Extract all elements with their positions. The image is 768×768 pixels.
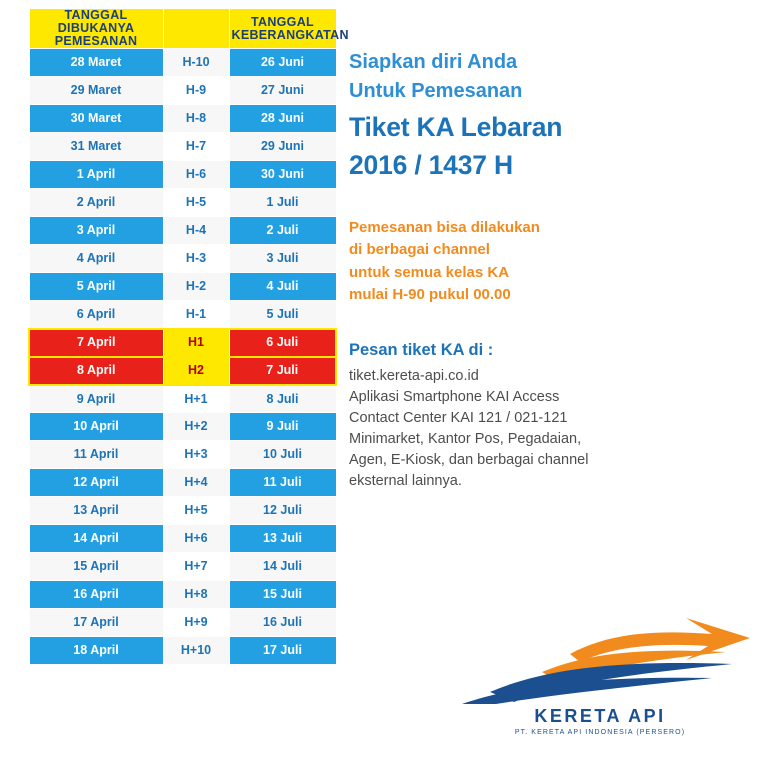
cell-open-date: 12 April <box>29 469 163 497</box>
headline-line-2: Untuk Pemesanan <box>349 80 523 102</box>
table-header <box>29 8 349 49</box>
table-row <box>29 525 336 553</box>
header-open-date <box>29 9 163 49</box>
cell-open-date: 9 April <box>29 385 163 413</box>
cell-open-date: 13 April <box>29 497 163 525</box>
orange-note <box>349 217 746 307</box>
cell-open-date: 14 April <box>29 525 163 553</box>
table-row <box>29 469 336 497</box>
table-body <box>29 49 336 665</box>
cell-departure-date: 28 Juni <box>229 105 336 133</box>
order-channel-list <box>349 366 746 492</box>
cell-open-date: 3 April <box>29 217 163 245</box>
table-row <box>29 609 336 637</box>
cell-departure-date: 15 Juli <box>229 581 336 609</box>
order-channel-item: Aplikasi Smartphone KAI Access <box>349 388 560 405</box>
order-channel-website[interactable]: tiket.kereta-api.co.id <box>349 367 479 384</box>
cell-open-date: 1 April <box>29 161 163 189</box>
cell-departure-date: 6 Juli <box>229 329 336 357</box>
table-row <box>29 301 336 329</box>
table-row <box>29 245 336 273</box>
cell-departure-date: 3 Juli <box>229 245 336 273</box>
cell-open-date: 18 April <box>29 637 163 665</box>
cell-h-code: H+6 <box>163 525 229 553</box>
right-panel <box>335 0 768 768</box>
cell-h-code: H-5 <box>163 189 229 217</box>
orange-note-line-4: mulai H-90 pukul 00.00 <box>349 286 511 304</box>
header-departure-date <box>229 9 349 49</box>
cell-open-date: 30 Maret <box>29 105 163 133</box>
cell-departure-date: 9 Juli <box>229 413 336 441</box>
cell-h-code: H2 <box>163 357 229 385</box>
cell-open-date: 4 April <box>29 245 163 273</box>
headline-big-2: 2016 / 1437 H <box>349 150 513 181</box>
cell-h-code: H+2 <box>163 413 229 441</box>
cell-departure-date: 13 Juli <box>229 525 336 553</box>
cell-h-code: H+9 <box>163 609 229 637</box>
cell-h-code: H-3 <box>163 245 229 273</box>
cell-departure-date: 17 Juli <box>229 637 336 665</box>
logo-mark-icon <box>450 616 750 704</box>
table-row <box>29 441 336 469</box>
header-open-date-l1: TANGGAL DIBUKANYA PEMESANAN <box>54 8 138 49</box>
orange-note-line-3: untuk semua kelas KA <box>349 263 510 281</box>
order-channel-item: Contact Center KAI 121 / 021-121 <box>349 409 568 426</box>
cell-h-code: H+1 <box>163 385 229 413</box>
headline-line-1: Siapkan diri Anda <box>349 51 518 73</box>
cell-h-code: H-2 <box>163 273 229 301</box>
cell-h-code: H-8 <box>163 105 229 133</box>
cell-departure-date: 2 Juli <box>229 217 336 245</box>
cell-departure-date: 8 Juli <box>229 385 336 413</box>
table-row <box>29 553 336 581</box>
cell-departure-date: 14 Juli <box>229 553 336 581</box>
cell-h-code: H+3 <box>163 441 229 469</box>
order-channel-item: Agen, E-Kiosk, dan berbagai channel <box>349 451 589 468</box>
table-row <box>29 273 336 301</box>
cell-open-date: 10 April <box>29 413 163 441</box>
cell-departure-date: 10 Juli <box>229 441 336 469</box>
logo-name: KERETA API <box>534 706 666 726</box>
cell-h-code: H+5 <box>163 497 229 525</box>
order-channel-item: eksternal lainnya. <box>349 472 462 489</box>
headline-big-1: Tiket KA Lebaran <box>349 112 563 142</box>
table-row <box>29 161 336 189</box>
cell-departure-date: 7 Juli <box>229 357 336 385</box>
cell-open-date: 7 April <box>29 329 163 357</box>
cell-departure-date: 26 Juni <box>229 49 336 77</box>
table-row <box>29 581 336 609</box>
table-row <box>29 77 336 105</box>
logo-text-block <box>450 706 750 736</box>
cell-open-date: 11 April <box>29 441 163 469</box>
orange-note-line-2: di berbagai channel <box>349 241 490 259</box>
cell-open-date: 16 April <box>29 581 163 609</box>
cell-open-date: 15 April <box>29 553 163 581</box>
header-h-code <box>163 9 229 49</box>
table-row <box>29 497 336 525</box>
orange-note-line-1: Pemesanan bisa dilakukan <box>349 218 540 236</box>
cell-departure-date: 27 Juni <box>229 77 336 105</box>
cell-departure-date: 4 Juli <box>229 273 336 301</box>
cell-departure-date: 16 Juli <box>229 609 336 637</box>
table-row <box>29 357 336 385</box>
order-channel-item: Minimarket, Kantor Pos, Pegadaian, <box>349 430 582 447</box>
table-row <box>29 217 336 245</box>
table-row <box>29 105 336 133</box>
cell-departure-date: 5 Juli <box>229 301 336 329</box>
logo-subtitle: PT. KERETA API INDONESIA (PERSERO) <box>514 729 686 736</box>
schedule-table <box>28 8 349 665</box>
table-row <box>29 637 336 665</box>
cell-h-code: H-7 <box>163 133 229 161</box>
cell-open-date: 8 April <box>29 357 163 385</box>
cell-h-code: H1 <box>163 329 229 357</box>
cell-h-code: H-1 <box>163 301 229 329</box>
cell-departure-date: 11 Juli <box>229 469 336 497</box>
cell-departure-date: 12 Juli <box>229 497 336 525</box>
table-row <box>29 133 336 161</box>
cell-h-code: H+7 <box>163 553 229 581</box>
cell-open-date: 6 April <box>29 301 163 329</box>
order-title: Pesan tiket KA di : <box>349 340 494 359</box>
cell-departure-date: 30 Juni <box>229 161 336 189</box>
cell-open-date: 29 Maret <box>29 77 163 105</box>
kereta-api-logo <box>450 616 750 736</box>
cell-open-date: 17 April <box>29 609 163 637</box>
cell-h-code: H+10 <box>163 637 229 665</box>
cell-open-date: 31 Maret <box>29 133 163 161</box>
schedule-table-container <box>0 0 349 768</box>
table-row <box>29 49 336 77</box>
cell-h-code: H+4 <box>163 469 229 497</box>
cell-open-date: 5 April <box>29 273 163 301</box>
cell-h-code: H-6 <box>163 161 229 189</box>
cell-open-date: 28 Maret <box>29 49 163 77</box>
cell-open-date: 2 April <box>29 189 163 217</box>
cell-departure-date: 1 Juli <box>229 189 336 217</box>
table-row <box>29 413 336 441</box>
table-row <box>29 189 336 217</box>
table-row <box>29 385 336 413</box>
cell-h-code: H+8 <box>163 581 229 609</box>
cell-h-code: H-4 <box>163 217 229 245</box>
cell-h-code: H-10 <box>163 49 229 77</box>
cell-departure-date: 29 Juni <box>229 133 336 161</box>
cell-h-code: H-9 <box>163 77 229 105</box>
header-departure-date-l1: TANGGAL KEBERANGKATAN <box>231 14 349 42</box>
table-row <box>29 329 336 357</box>
